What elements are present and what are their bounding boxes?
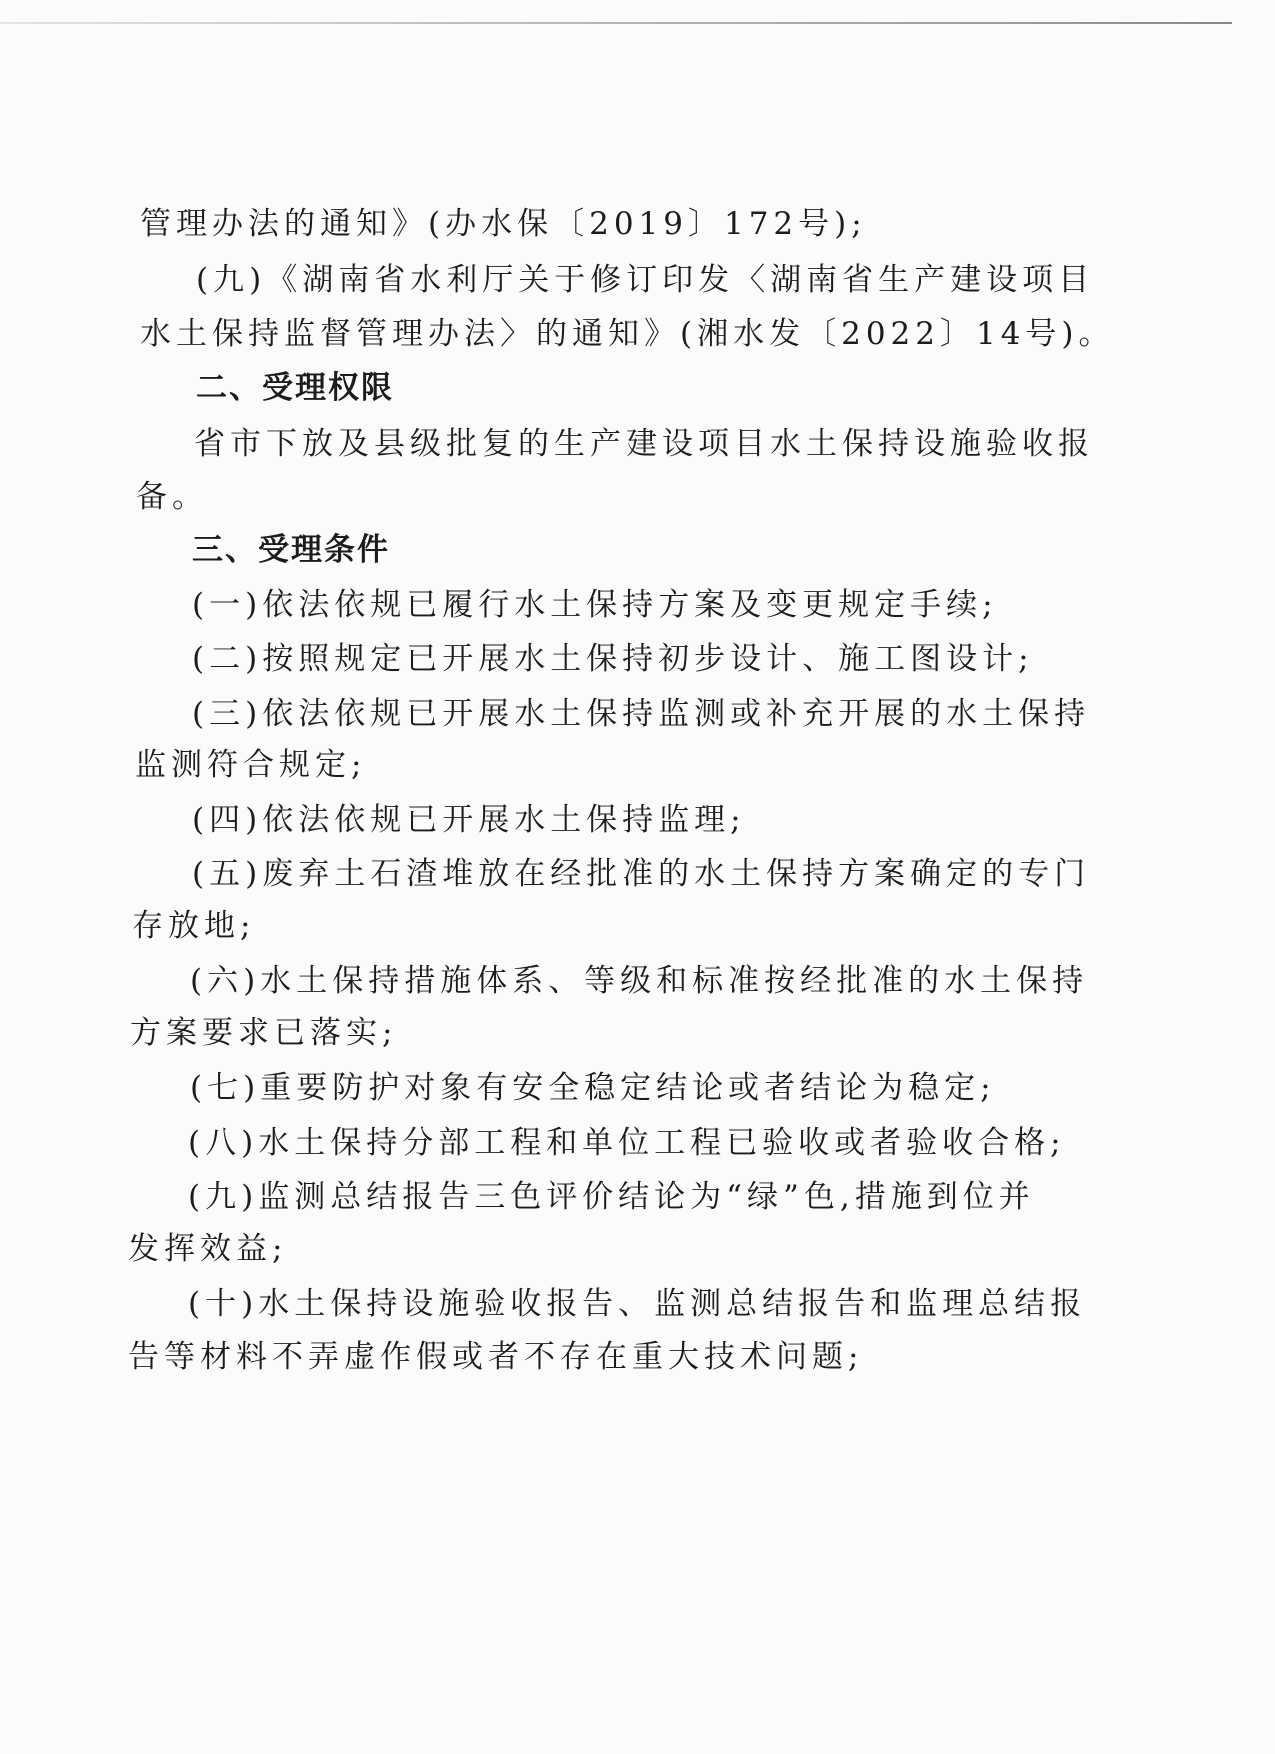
section-heading-2: 二、受理权限 [196,370,394,406]
text-line-16: 方案要求已落实; [130,1015,398,1051]
text-line-12: (四)依法依规已开展水土保持监理; [192,802,746,838]
top-rule [0,22,1232,24]
text-line-14: 存放地; [132,908,256,944]
text-line-19: (九)监测总结报告三色评价结论为“绿”色,措施到位并 [188,1179,1035,1215]
text-line-3: 水土保持监督管理办法〉的通知》(湘水发〔2022〕14号)。 [140,316,1115,352]
text-line-11: 监测符合规定; [135,747,367,783]
text-line-18: (八)水土保持分部工程和单位工程已验收或者验收合格; [188,1125,1066,1161]
text-line-2: (九)《湖南省水利厅关于修订印发〈湖南省生产建设项目 [196,262,1095,298]
text-line-22: 告等材料不弄虚作假或者不存在重大技术问题; [128,1339,864,1375]
text-line-6: 备。 [136,479,208,515]
text-line-10: (三)依法依规已开展水土保持监测或补充开展的水土保持 [192,696,1091,732]
text-line-9: (二)按照规定已开展水土保持初步设计、施工图设计; [192,641,1034,677]
section-heading-3: 三、受理条件 [192,532,390,568]
text-line-17: (七)重要防护对象有安全稳定结论或者结论为稳定; [190,1070,996,1106]
text-line-8: (一)依法依规已履行水土保持方案及变更规定手续; [192,587,998,623]
text-line-20: 发挥效益; [128,1231,288,1267]
text-line-5: 省市下放及县级批复的生产建设项目水土保持设施验收报 [194,426,1094,462]
text-line-1: 管理办法的通知》(办水保〔2019〕172号); [140,206,867,242]
text-line-13: (五)废弃土石渣堆放在经批准的水土保持方案确定的专门 [192,856,1091,892]
text-line-21: (十)水土保持设施验收报告、监测总结报告和监理总结报 [188,1286,1087,1322]
text-line-15: (六)水土保持措施体系、等级和标准按经批准的水土保持 [190,963,1089,999]
